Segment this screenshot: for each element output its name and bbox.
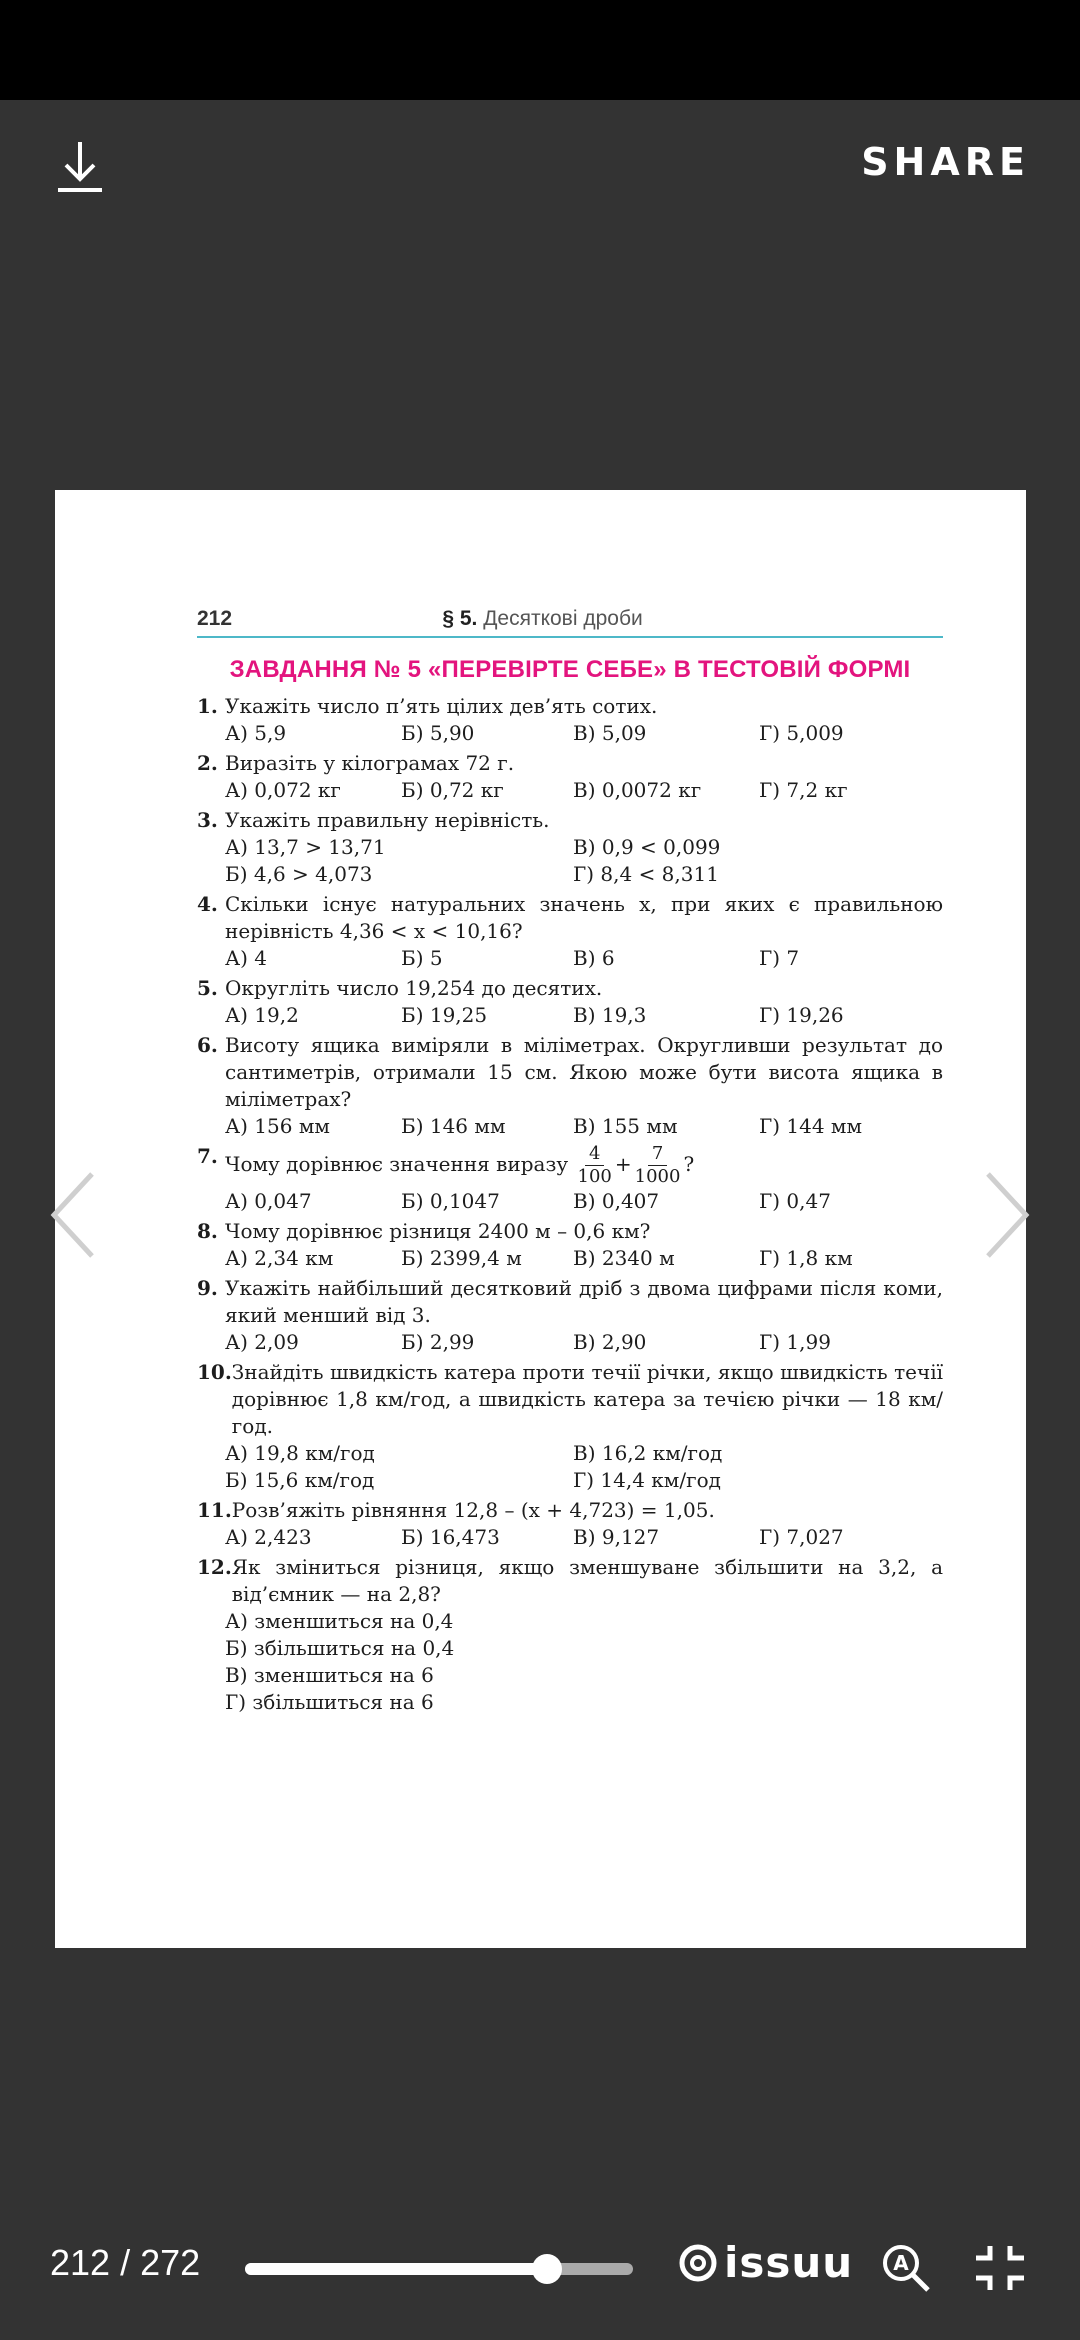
answer-option: А) 19,2 (225, 1003, 299, 1027)
task-question (197, 1143, 943, 1188)
task-question (197, 1032, 943, 1113)
answer-option: А) 13,7 > 13,71 (225, 835, 386, 859)
answer-option: Б) 5 (401, 946, 443, 970)
task-text (225, 693, 943, 720)
task-question (197, 1497, 943, 1524)
answer-option: Г) 8,4 < 8,311 (573, 862, 719, 886)
answer-option: А) 0,072 кг (225, 778, 341, 802)
answer-option: Г) 144 мм (759, 1114, 863, 1138)
task-8 (197, 1218, 943, 1272)
answer-options (197, 777, 943, 804)
answer-option: Г) збільшиться на 6 (225, 1690, 434, 1714)
answer-options (197, 720, 943, 747)
task-10 (197, 1359, 943, 1494)
task-text-content: Скільки існує натуральних значень x, при яких є правильною нерівність 4,36 < x < 10,16? (225, 892, 943, 943)
task-11 (197, 1497, 943, 1551)
answer-option: В) 0,407 (573, 1189, 660, 1213)
answer-option: Б) збільшиться на 0,4 (225, 1636, 455, 1660)
fraction-2 (635, 1143, 681, 1188)
document-page (55, 490, 1026, 1948)
task-question (197, 693, 943, 720)
fraction-1 (578, 1143, 612, 1188)
page-slider-fill (245, 2263, 547, 2275)
task-text-content: Укажіть правильну нерівність. (225, 808, 550, 832)
answer-option: Г) 19,26 (759, 1003, 844, 1027)
exit-fullscreen-icon[interactable] (972, 2242, 1028, 2294)
answer-option: В) 155 мм (573, 1114, 678, 1138)
task-text-content: Чому дорівнює різниця 2400 м – 0,6 км? (225, 1219, 651, 1243)
answer-option: Г) 1,8 км (759, 1246, 853, 1270)
answer-options (197, 1113, 943, 1140)
task-question (197, 1554, 943, 1608)
answer-option: Г) 7,027 (759, 1525, 844, 1549)
answer-option: В) 16,2 км/год (573, 1441, 723, 1465)
answer-option: А) 0,047 (225, 1189, 312, 1213)
answer-option: В) зменшиться на 6 (225, 1663, 434, 1687)
task-text-content: Укажіть найбільший десятковий дріб з двома цифрами після коми, який менший від 3. (225, 1276, 943, 1327)
answer-options (197, 834, 943, 888)
answer-option: Г) 5,009 (759, 721, 844, 745)
task-number: 1. (197, 694, 218, 718)
answer-option: В) 6 (573, 946, 615, 970)
task-number: 6. (197, 1033, 218, 1057)
question-mark: ? (683, 1152, 695, 1176)
task-number: 5. (197, 976, 218, 1000)
task-text-content: Розв’яжіть рівняння 12,8 – (x + 4,723) = 1,05. (231, 1498, 715, 1522)
answer-option: Б) 2,99 (401, 1330, 475, 1354)
task-number: 9. (197, 1276, 218, 1300)
section-name: Десяткові дроби (483, 607, 643, 630)
answer-option: В) 5,09 (573, 721, 647, 745)
answer-option: Г) 0,47 (759, 1189, 831, 1213)
page-slider[interactable] (245, 2263, 633, 2275)
task-text (232, 1497, 943, 1524)
task-number: 2. (197, 751, 218, 775)
answer-option: В) 19,3 (573, 1003, 647, 1027)
task-number: 3. (197, 808, 218, 832)
answer-option: В) 2,90 (573, 1330, 647, 1354)
answer-option: Б) 5,90 (401, 721, 475, 745)
task-text (232, 1359, 943, 1440)
svg-text:A: A (893, 2251, 909, 2275)
reader-mode-icon[interactable] (880, 2242, 932, 2294)
answer-option: Г) 1,99 (759, 1330, 831, 1354)
answer-option: А) 4 (225, 946, 268, 970)
task-text (225, 1218, 943, 1245)
task-7 (197, 1143, 943, 1215)
status-bar (0, 0, 1080, 100)
task-number: 8. (197, 1219, 218, 1243)
task-5 (197, 975, 943, 1029)
answer-options (197, 945, 943, 972)
fraction-frac2-num: 7 (648, 1143, 667, 1166)
answer-option: А) 19,8 км/год (225, 1441, 375, 1465)
answer-option: В) 2340 м (573, 1246, 675, 1270)
answer-option: В) 0,0072 кг (573, 778, 702, 802)
page-number: 212 (197, 607, 233, 630)
section-number: § 5. (442, 607, 478, 630)
issuu-brand-text: issuu (724, 2238, 854, 2287)
answer-option: Г) 7,2 кг (759, 778, 848, 802)
answer-option: Б) 16,473 (401, 1525, 500, 1549)
task-text (232, 1554, 943, 1608)
answer-option: Б) 0,1047 (401, 1189, 500, 1213)
answer-option: Б) 0,72 кг (401, 778, 504, 802)
answer-options (197, 1002, 943, 1029)
task-number: 7. (197, 1144, 218, 1168)
task-number: 11. (197, 1498, 232, 1522)
task-number: 12. (197, 1555, 232, 1579)
answer-option: А) 156 мм (225, 1114, 330, 1138)
task-12 (197, 1554, 943, 1716)
page-slider-thumb[interactable] (532, 2254, 562, 2284)
answer-option: В) 0,9 < 0,099 (573, 835, 721, 859)
task-question (197, 891, 943, 945)
answer-option: А) 2,34 км (225, 1246, 334, 1270)
bottom-toolbar (0, 2230, 1080, 2300)
task-text-content: Знайдіть швидкість катера проти течії річки, якщо швидкість течії дорівнює 1,8 км/год, а швидкість катера за течією річки — 18 км/год. (231, 1360, 943, 1438)
answer-option: Г) 7 (759, 946, 800, 970)
task-9 (197, 1275, 943, 1356)
page-header (197, 605, 943, 638)
task-text-content: Як зміниться різниця, якщо зменшуване збільшити на 3,2, а від’ємник — на 2,8? (231, 1555, 943, 1606)
task-2 (197, 750, 943, 804)
answer-option: А) 2,423 (225, 1525, 312, 1549)
answer-option: Б) 4,6 > 4,073 (225, 862, 373, 886)
fraction-frac2-den: 1000 (634, 1166, 681, 1187)
answer-option: А) зменшиться на 0,4 (225, 1609, 454, 1633)
share-button[interactable]: SHARE (861, 140, 1030, 184)
task-question (197, 807, 943, 834)
answer-option: Б) 19,25 (401, 1003, 488, 1027)
task-number: 4. (197, 892, 218, 916)
task-4 (197, 891, 943, 972)
task-3 (197, 807, 943, 888)
task-text (225, 807, 943, 834)
answer-option: В) 9,127 (573, 1525, 660, 1549)
task-question (197, 750, 943, 777)
task-text-content: Округліть число 19,254 до десятих. (225, 976, 603, 1000)
task-1 (197, 693, 943, 747)
task-question (197, 1275, 943, 1329)
section-title (232, 605, 943, 632)
page-content (197, 605, 943, 1716)
answer-options (197, 1245, 943, 1272)
issuu-logo[interactable] (678, 2238, 853, 2287)
answer-options (197, 1188, 943, 1215)
answer-option: Г) 14,4 км/год (573, 1468, 721, 1492)
task-number: 10. (197, 1360, 232, 1384)
task-question (197, 1218, 943, 1245)
test-title: ЗАВДАННЯ № 5 «ПЕРЕВІРТЕ СЕБЕ» В ТЕСТОВІЙ ФОРМІ (229, 656, 911, 683)
fraction-frac1-num: 4 (585, 1143, 604, 1166)
task-text-content: Укажіть число п’ять цілих дев’ять сотих. (225, 694, 658, 718)
task-6 (197, 1032, 943, 1140)
answer-options (197, 1329, 943, 1356)
task-text (225, 750, 943, 777)
task-text (225, 891, 943, 945)
answer-options (197, 1440, 943, 1494)
task-text (225, 975, 943, 1002)
task-question (197, 1359, 943, 1440)
answer-option: Б) 2399,4 м (401, 1246, 522, 1270)
plus-sign: + (614, 1152, 632, 1176)
task-text (225, 1143, 943, 1188)
fraction-frac1-den: 100 (577, 1166, 612, 1187)
answer-option: А) 5,9 (225, 721, 287, 745)
task-list (197, 693, 943, 1716)
task-text (225, 1275, 943, 1329)
issuu-logo-icon (678, 2243, 718, 2283)
task-text-content: Чому дорівнює значення виразу (225, 1152, 569, 1176)
download-icon[interactable] (52, 138, 108, 194)
task-text-content: Висоту ящика виміряли в міліметрах. Округливши результат до сантиметрів, отримали 15 см. Якою може бути висота ящика в міліметрах? (225, 1033, 943, 1111)
next-page-arrow-icon[interactable] (982, 1170, 1032, 1260)
answer-options (197, 1524, 943, 1551)
page-counter: 212 / 272 (50, 2242, 201, 2283)
previous-page-arrow-icon[interactable] (48, 1170, 98, 1260)
task-question (197, 975, 943, 1002)
answer-options (197, 1608, 943, 1716)
task-text-content: Виразіть у кілограмах 72 г. (225, 751, 515, 775)
task-text (225, 1032, 943, 1113)
answer-option: Б) 146 мм (401, 1114, 506, 1138)
answer-option: А) 2,09 (225, 1330, 299, 1354)
answer-option: Б) 15,6 км/год (225, 1468, 375, 1492)
